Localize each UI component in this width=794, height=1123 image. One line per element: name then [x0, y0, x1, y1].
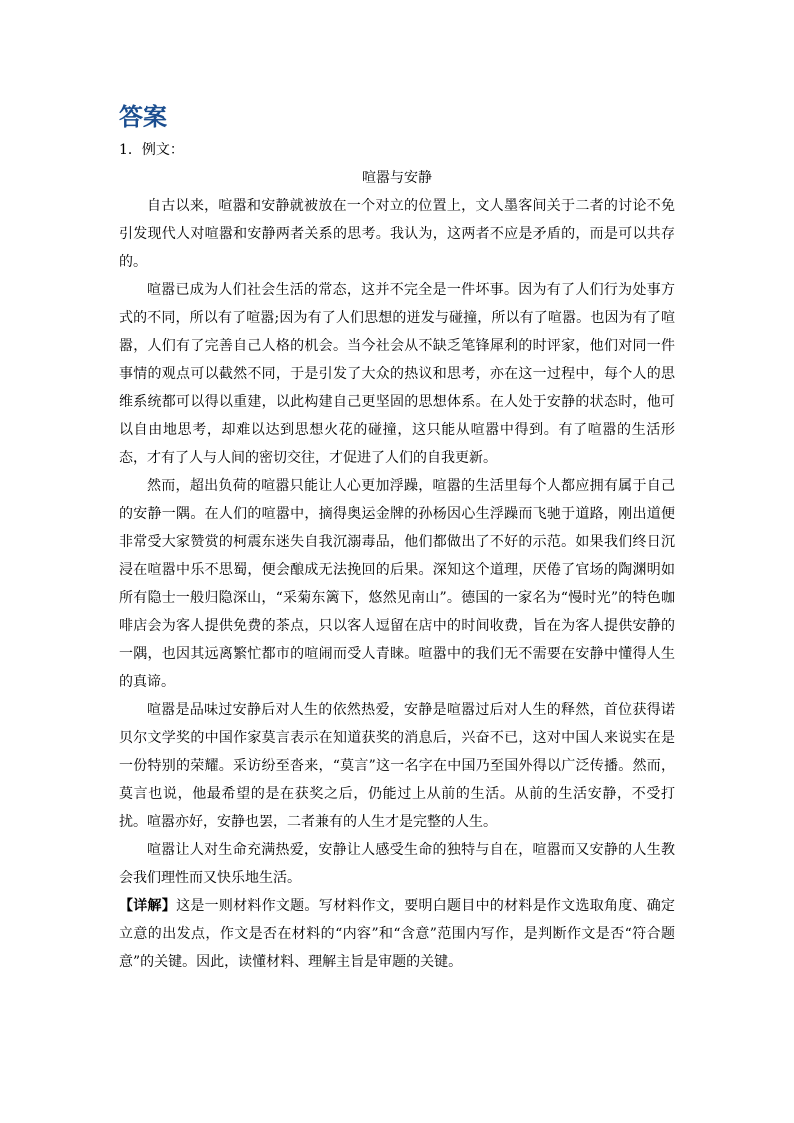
analysis-paragraph — [119, 892, 675, 976]
essay-paragraph-3: 然而，超出负荷的喧嚣只能让人心更加浮躁，喧嚣的生活里每个人都应拥有属于自己的安静一隅。在人们的喧嚣中，摘得奥运金牌的孙杨因心生浮躁而飞驰于道路，刚出道便非常受大家赞赏的柯震东迷失自我沉溺毒品，他们都做出了不好的示范。如果我们终日沉浸在喧嚣中乐不思蜀，便会酿成无法挽回的后果。深知这个道理，厌倦了官场的陶渊明如所有隐士一般归隐深山，“采菊东篱下，悠然见南山”。德国的一家名为“慢时光”的特色咖啡店会为客人提供免费的茶点，只以客人逗留在店中的时间收费，旨在为客人提供安静的一隅，也因其远离繁忙都市的喧闹而受人青睐。喧嚣中的我们无不需要在安静中懂得人生的真谛。 — [119, 478, 675, 690]
essay-paragraph-1: 自古以来，喧嚣和安静就被放在一个对立的位置上，文人墨客间关于二者的讨论不免引发现代人对喧嚣和安静两者关系的思考。我认为，这两者不应是矛盾的，而是可以共存的。 — [119, 198, 675, 270]
answer-page — [119, 98, 675, 976]
question-label: 1．例文： — [119, 142, 184, 158]
answer-heading: 答案 — [119, 103, 167, 131]
analysis-tag: 【详解】 — [119, 898, 177, 914]
essay-paragraph-5: 喧嚣让人对生命充满热爱，安静让人感受生命的独特与自在，喧嚣而又安静的人生教会我们理性而又快乐地生活。 — [119, 842, 675, 886]
essay-paragraph-4: 喧嚣是品味过安静后对人生的依然热爱，安静是喧嚣过后对人生的释然，首位获得诺贝尔文学奖的中国作家莫言表示在知道获奖的消息后，兴奋不已，这对中国人来说实在是一份特别的荣耀。采访纷至沓来，“莫言”这一名字在中国乃至国外得以广泛传播。然而，莫言也说，他最希望的是在获奖之后，仍能过上从前的生活。从前的生活安静，不受打扰。喧嚣亦好，安静也罢，二者兼有的人生才是完整的人生。 — [119, 702, 675, 830]
essay-title: 喧嚣与安静 — [362, 170, 432, 186]
analysis-text: 这是一则材料作文题。写材料作文，要明白题目中的材料是作文选取角度、确定立意的出发点，作文是否在材料的“内容”和“含意”范围内写作，是判断作文是否“符合题意”的关键。因此，读懂材料、理解主旨是审题的关键。 — [119, 898, 676, 970]
essay-paragraph-2: 喧嚣已成为人们社会生活的常态，这并不完全是一件坏事。因为有了人们行为处事方式的不同，所以有了喧嚣;因为有了人们思想的迸发与碰撞，所以有了喧嚣。也因为有了喧嚣，人们有了完善自己人格的机会。当今社会从不缺乏笔锋犀利的时评家，他们对同一件事情的观点可以截然不同，于是引发了大众的热议和思考，亦在这一过程中，每个人的思维系统都可以得以重建，以此构建自己更坚固的思想体系。在人处于安静的状态时，他可以自由地思考，却难以达到思想火花的碰撞，这只能从喧嚣中得到。有了喧嚣的生活形态，才有了人与人间的密切交往，才促进了人们的自我更新。 — [119, 282, 675, 466]
